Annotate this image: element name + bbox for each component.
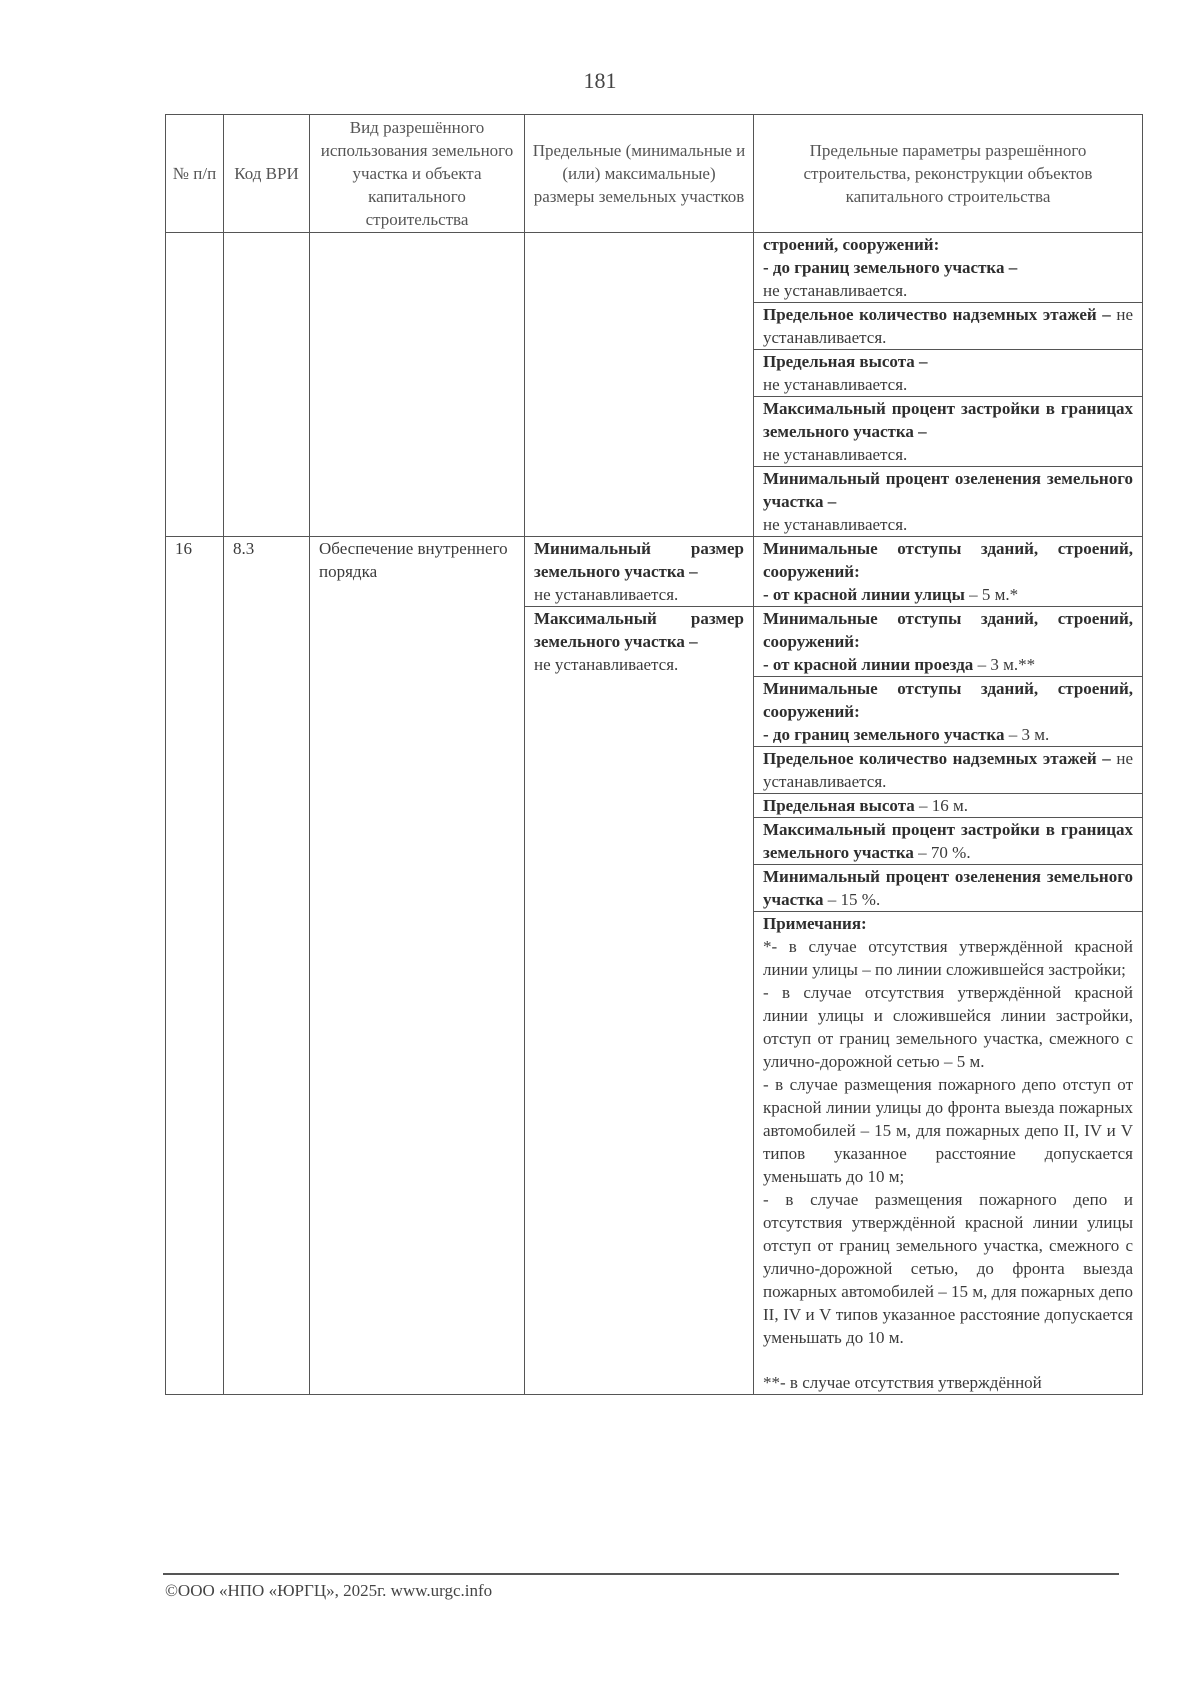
param-label: Минимальные отступы зданий, строений, сооружений: bbox=[763, 539, 1133, 581]
param-label: Минимальные отступы зданий, строений, сооружений: bbox=[763, 679, 1133, 721]
param-cell bbox=[754, 233, 1143, 303]
plot-size-min-cell bbox=[525, 537, 754, 607]
plot-size-max-cell bbox=[525, 607, 754, 1395]
param-cell bbox=[754, 794, 1143, 818]
header-use-type: Вид разрешённого использования земельного участка и объекта капитального строительства bbox=[310, 115, 525, 233]
param-label: Предельное количество надземных этажей – bbox=[763, 749, 1111, 768]
param-value: – 70 %. bbox=[913, 843, 971, 862]
table-row-16 bbox=[166, 537, 1143, 607]
cont-name-cell bbox=[310, 233, 525, 537]
param-cell bbox=[754, 677, 1143, 747]
param-cell bbox=[754, 747, 1143, 794]
cont-code-cell bbox=[224, 233, 310, 537]
param-value: не устанавливается. bbox=[763, 749, 1133, 791]
param-cell bbox=[754, 537, 1143, 607]
notes-title: Примечания: bbox=[763, 914, 867, 933]
plot-size-min-label: Минимальный размер земельного участка – bbox=[534, 539, 744, 581]
header-parameters: Предельные параметры разрешённого строительства, реконструкции объектов капитального строительства bbox=[754, 115, 1143, 233]
param-value: – 3 м. bbox=[1004, 725, 1050, 744]
note-text: - в случае размещения пожарного депо отступ от красной линии улицы до фронта выезда пожарных автомобилей – 15 м, для пожарных депо II, IV и V типов указанное расстояние допускается уменьшать до 10 м; bbox=[763, 1075, 1133, 1186]
param-label: Минимальный процент озеленения земельного участка bbox=[763, 867, 1133, 909]
footer-divider bbox=[163, 1573, 1119, 1575]
param-label: - от красной линии улицы bbox=[763, 585, 965, 604]
cont-number-cell bbox=[166, 233, 224, 537]
notes-cell bbox=[754, 912, 1143, 1395]
row-code: 8.3 bbox=[224, 537, 310, 1395]
plot-size-max-value: не устанавливается. bbox=[534, 655, 679, 674]
table-header-row bbox=[166, 115, 1143, 233]
plot-size-min-value: не устанавливается. bbox=[534, 585, 679, 604]
param-cell bbox=[754, 607, 1143, 677]
param-label: Максимальный процент застройки в границах земельного участка bbox=[763, 820, 1133, 862]
note-text: **- в случае отсутствия утверждённой bbox=[763, 1373, 1042, 1392]
param-label: - до границ земельного участка bbox=[763, 725, 1005, 744]
note-text: - в случае размещения пожарного депо и отсутствия утверждённой красной линии улицы отступ от границ земельного участка, смежного с улично-дорожной сетью, до фронта выезда пожарных автомобилей – 15 м, для пожарных депо II, IV и V типов указанное расстояние допускается уменьшать до 10 м. bbox=[763, 1190, 1133, 1347]
table-row bbox=[166, 233, 1143, 303]
param-label: Предельная высота – bbox=[763, 352, 928, 371]
regulations-table bbox=[165, 114, 1143, 1395]
param-cell bbox=[754, 350, 1143, 397]
param-value: – 16 м. bbox=[914, 796, 969, 815]
param-value: не устанавливается. bbox=[763, 281, 908, 300]
param-value: не устанавливается. bbox=[763, 445, 908, 464]
page-number: 181 bbox=[583, 68, 617, 93]
param-label: - до границ земельного участка – bbox=[763, 258, 1018, 277]
cont-size-cell bbox=[525, 233, 754, 537]
note-text: - в случае отсутствия утверждённой красной линии улицы и сложившейся линии застройки, отступ от границ земельного участка, смежного с улично-дорожной сетью – 5 м. bbox=[763, 983, 1133, 1071]
param-cell bbox=[754, 865, 1143, 912]
param-label: Минимальные отступы зданий, строений, сооружений: bbox=[763, 609, 1133, 651]
row-use-name: Обеспечение внутреннего порядка bbox=[310, 537, 525, 1395]
param-value: не устанавливается. bbox=[763, 515, 908, 534]
param-cell bbox=[754, 467, 1143, 537]
param-label: строений, сооружений: bbox=[763, 235, 940, 254]
param-value: – 15 %. bbox=[823, 890, 881, 909]
param-cell bbox=[754, 303, 1143, 350]
param-value: не устанавливается. bbox=[763, 375, 908, 394]
param-label: Максимальный процент застройки в границах земельного участка – bbox=[763, 399, 1133, 441]
param-label: Минимальный процент озеленения земельного участка – bbox=[763, 469, 1133, 511]
param-label: Предельная высота bbox=[763, 796, 915, 815]
header-plot-size: Предельные (минимальные и (или) максимальные) размеры земельных участков bbox=[525, 115, 754, 233]
param-cell bbox=[754, 818, 1143, 865]
param-value: – 5 м.* bbox=[964, 585, 1019, 604]
param-label: - от красной линии проезда bbox=[763, 655, 974, 674]
param-cell bbox=[754, 397, 1143, 467]
note-text: *- в случае отсутствия утверждённой красной линии улицы – по линии сложившейся застройки; bbox=[763, 937, 1133, 979]
row-number: 16 bbox=[166, 537, 224, 1395]
param-value: – 3 м.** bbox=[973, 655, 1036, 674]
header-code: Код ВРИ bbox=[224, 115, 310, 233]
header-number: № п/п bbox=[166, 115, 224, 233]
footer-copyright: ©ООО «НПО «ЮРГЦ», 2025г. www.urgc.info bbox=[165, 1581, 493, 1600]
plot-size-max-label: Максимальный размер земельного участка – bbox=[534, 609, 744, 651]
param-label: Предельное количество надземных этажей – bbox=[763, 305, 1111, 324]
param-value: не устанавливается. bbox=[763, 305, 1133, 347]
